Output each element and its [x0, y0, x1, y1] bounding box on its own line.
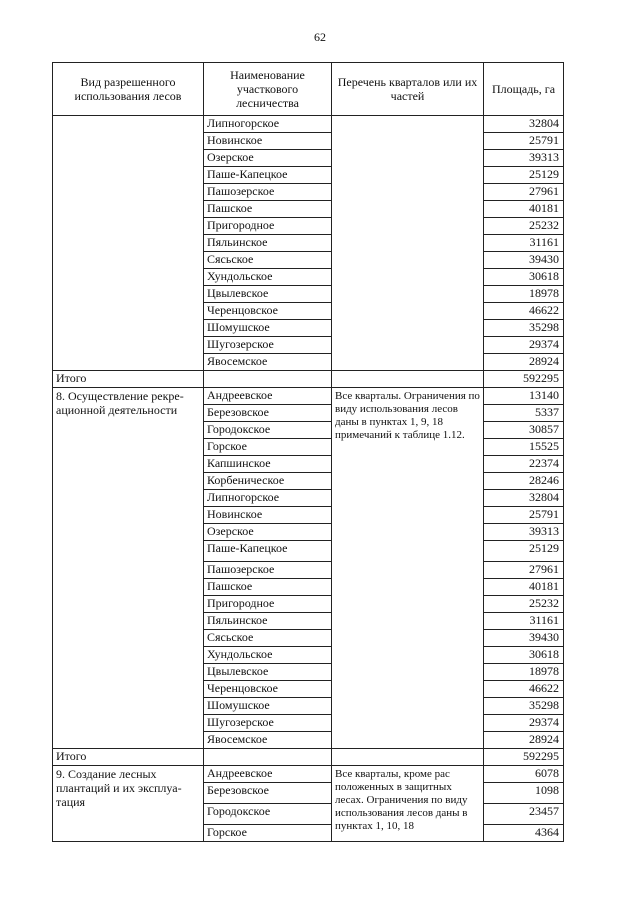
- forestry-name: Черенцовское: [204, 303, 332, 320]
- area-value: 32804: [484, 116, 564, 133]
- forestry-name: Сясьское: [204, 630, 332, 647]
- total-blank: [204, 371, 332, 388]
- area-value: 35298: [484, 320, 564, 337]
- quarters-list: Все кварталы. Ограничения по виду использования лесов даны в пунктах 1, 9, 18 примечаний к таблице 1.12.: [332, 388, 484, 749]
- area-value: 46622: [484, 303, 564, 320]
- forestry-name: Озерское: [204, 524, 332, 541]
- area-value: 25791: [484, 507, 564, 524]
- section-title: 9. Создание лесных плантаций и их эксплуа-тация: [53, 766, 204, 842]
- area-value: 5337: [484, 405, 564, 422]
- forestry-name: Новинское: [204, 133, 332, 150]
- area-value: 31161: [484, 235, 564, 252]
- area-value: 13140: [484, 388, 564, 405]
- forestry-name: Пашозерское: [204, 184, 332, 201]
- forestry-name: Пашское: [204, 579, 332, 596]
- area-value: 31161: [484, 613, 564, 630]
- area-value: 1098: [484, 783, 564, 804]
- forestry-name: Шугозерское: [204, 715, 332, 732]
- area-value: 27961: [484, 184, 564, 201]
- total-area: 592295: [484, 749, 564, 766]
- area-value: 6078: [484, 766, 564, 783]
- total-label: Итого: [53, 371, 204, 388]
- total-label: Итого: [53, 749, 204, 766]
- area-value: 30618: [484, 647, 564, 664]
- forestry-name: Пригородное: [204, 596, 332, 613]
- area-value: 29374: [484, 337, 564, 354]
- forestry-name: Шомушское: [204, 320, 332, 337]
- forestry-name: Шомушское: [204, 698, 332, 715]
- total-blank: [332, 749, 484, 766]
- area-value: 39430: [484, 630, 564, 647]
- header-row: [53, 63, 564, 116]
- area-value: 29374: [484, 715, 564, 732]
- area-value: 32804: [484, 490, 564, 507]
- forestry-name: Озерское: [204, 150, 332, 167]
- forestry-name: Хундольское: [204, 269, 332, 286]
- forestry-name: Липногорское: [204, 116, 332, 133]
- area-value: 18978: [484, 286, 564, 303]
- area-value: 25232: [484, 596, 564, 613]
- forestry-name: Новинское: [204, 507, 332, 524]
- area-value: 28246: [484, 473, 564, 490]
- area-value: 25232: [484, 218, 564, 235]
- area-value: 40181: [484, 579, 564, 596]
- area-value: 4364: [484, 825, 564, 842]
- table-row: [53, 116, 564, 133]
- area-value: 28924: [484, 354, 564, 371]
- quarters-list: Все кварталы, кроме рас положенных в защитных лесах. Ограничения по виду использования лесов даны в пунктах 1, 10, 18: [332, 766, 484, 842]
- total-row: [53, 371, 564, 388]
- area-value: 22374: [484, 456, 564, 473]
- forestry-name: Горское: [204, 439, 332, 456]
- forestry-name: Явосемское: [204, 354, 332, 371]
- forestry-name: Пашское: [204, 201, 332, 218]
- area-value: 30857: [484, 422, 564, 439]
- header-forestry-name: Наименование участкового лесничества: [204, 63, 332, 116]
- forestry-name: Пяльинское: [204, 613, 332, 630]
- forestry-name: Паше-Капецкое: [204, 541, 332, 562]
- table-row: [53, 766, 564, 783]
- header-use-type: Вид разрешенного использования лесов: [53, 63, 204, 116]
- forestry-name: Сясьское: [204, 252, 332, 269]
- area-value: 40181: [484, 201, 564, 218]
- forestry-name: Пригородное: [204, 218, 332, 235]
- forestry-name: Явосемское: [204, 732, 332, 749]
- forestry-name: Цвылевское: [204, 664, 332, 681]
- forestry-name: Корбеническое: [204, 473, 332, 490]
- section-title: 8. Осуществление рекре-ационной деятельности: [53, 388, 204, 749]
- area-value: 25129: [484, 541, 564, 562]
- forestry-name: Березовское: [204, 783, 332, 804]
- header-area: Площадь, га: [484, 63, 564, 116]
- forestry-name: Паше-Капецкое: [204, 167, 332, 184]
- header-quarters-list: Перечень кварталов или их частей: [332, 63, 484, 116]
- area-value: 25791: [484, 133, 564, 150]
- quarters-blank: [332, 116, 484, 371]
- total-row: [53, 749, 564, 766]
- forest-use-table: [52, 62, 564, 842]
- forestry-name: Березовское: [204, 405, 332, 422]
- area-value: 25129: [484, 167, 564, 184]
- forestry-name: Липногорское: [204, 490, 332, 507]
- section-blank: [53, 116, 204, 371]
- page-number: 62: [314, 30, 326, 44]
- total-area: 592295: [484, 371, 564, 388]
- forestry-name: Городокское: [204, 422, 332, 439]
- forestry-name: Цвылевское: [204, 286, 332, 303]
- area-value: 30618: [484, 269, 564, 286]
- forestry-name: Андреевское: [204, 388, 332, 405]
- forestry-name: Горское: [204, 825, 332, 842]
- area-value: 15525: [484, 439, 564, 456]
- area-value: 18978: [484, 664, 564, 681]
- forestry-name: Пашозерское: [204, 562, 332, 579]
- area-value: 39313: [484, 524, 564, 541]
- area-value: 39313: [484, 150, 564, 167]
- forestry-name: Андреевское: [204, 766, 332, 783]
- area-value: 35298: [484, 698, 564, 715]
- area-value: 27961: [484, 562, 564, 579]
- total-blank: [332, 371, 484, 388]
- forestry-name: Хундольское: [204, 647, 332, 664]
- table-row: [53, 388, 564, 405]
- forestry-name: Шугозерское: [204, 337, 332, 354]
- forestry-name: Капшинское: [204, 456, 332, 473]
- area-value: 39430: [484, 252, 564, 269]
- total-blank: [204, 749, 332, 766]
- area-value: 28924: [484, 732, 564, 749]
- area-value: 46622: [484, 681, 564, 698]
- forestry-name: Черенцовское: [204, 681, 332, 698]
- forestry-name: Городокское: [204, 804, 332, 825]
- forestry-name: Пяльинское: [204, 235, 332, 252]
- area-value: 23457: [484, 804, 564, 825]
